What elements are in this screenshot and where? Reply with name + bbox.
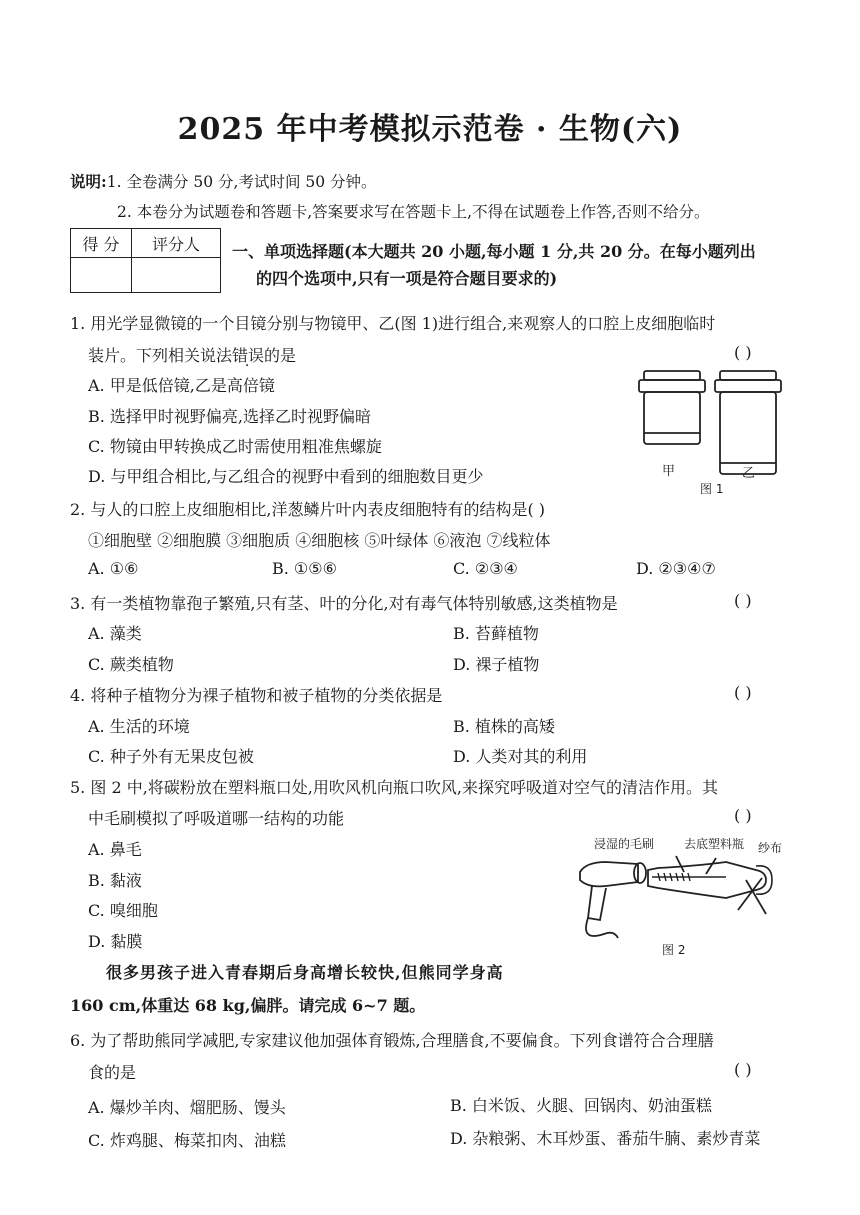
q3-option-c: C. 蕨类植物	[88, 655, 174, 674]
q6-option-c: C. 炸鸡腿、梅菜扣肉、油糕	[88, 1131, 286, 1150]
wet-brush	[652, 873, 726, 881]
q1-stem-emph: 错误	[232, 346, 265, 365]
figure-1-objective-lenses	[632, 365, 800, 500]
q6-stem-cont: 食的是	[88, 1063, 137, 1082]
q1-stem-post: 的是	[264, 346, 297, 365]
section1-heading: 一、单项选择题(本大题共 20 小题,每小题 1 分,共 20 分。在每小题列出	[232, 242, 756, 261]
fig2-label-bottle: 去底塑料瓶	[684, 837, 745, 851]
score-header: 得 分	[71, 229, 132, 258]
fig2-caption: 图 2	[662, 943, 686, 957]
q5-option-c: C. 嗅细胞	[88, 901, 158, 920]
q2-option-b: B. ①⑤⑥	[272, 559, 337, 578]
q1-option-b: B. 选择甲时视野偏亮,选择乙时视野偏暗	[88, 407, 372, 426]
q5-option-a: A. 鼻毛	[88, 840, 142, 859]
fig2-label-brush: 浸湿的毛刷	[594, 837, 655, 851]
score-box	[70, 228, 221, 293]
fig1-caption: 图 1	[700, 482, 724, 496]
instructions-line1	[70, 170, 377, 192]
q1-stem-cont	[88, 343, 296, 366]
q6-option-b: B. 白米饭、火腿、回锅肉、奶油蛋糕	[450, 1096, 712, 1115]
grader-cell	[132, 258, 221, 293]
q1-option-d: D. 与甲组合相比,与乙组合的视野中看到的细胞数目更少	[88, 467, 484, 486]
q2-option-d: D. ②③④⑦	[636, 559, 716, 578]
instructions-label: 说明:	[70, 172, 107, 191]
instructions-line2: 2. 本卷分为试题卷和答题卡,答案要求写在答题卡上,不得在试题卷上作答,否则不给分。	[117, 203, 710, 221]
q1-option-c: C. 物镜由甲转换成乙时需使用粗准焦螺旋	[88, 437, 382, 456]
q5-answer-paren: ( )	[734, 806, 752, 825]
q1-answer-paren: ( )	[734, 343, 752, 362]
plastic-bottle	[648, 856, 766, 914]
passage-line2: 160 cm,体重达 68 kg,偏胖。请完成 6~7 题。	[70, 996, 426, 1015]
instructions-text1: 1. 全卷满分 50 分,考试时间 50 分钟。	[106, 173, 377, 191]
score-cell	[71, 258, 132, 293]
section1-heading-cont: 的四个选项中,只有一项是符合题目要求的)	[256, 269, 558, 288]
q3-answer-paren: ( )	[734, 591, 752, 610]
q4-option-a: A. 生活的环境	[88, 717, 190, 736]
q6-answer-paren: ( )	[734, 1060, 752, 1079]
objective-yi	[715, 371, 781, 474]
grader-header: 评分人	[132, 229, 221, 258]
q4-option-c: C. 种子外有无果皮包被	[88, 747, 254, 766]
passage-line1: 很多男孩子进入青春期后身高增长较快,但熊同学身高	[106, 963, 504, 982]
q2-stem: 2. 与人的口腔上皮细胞相比,洋葱鳞片叶内表皮细胞特有的结构是( )	[70, 500, 546, 519]
q5-option-b: B. 黏液	[88, 871, 142, 890]
q2-items: ①细胞壁 ②细胞膜 ③细胞质 ④细胞核 ⑤叶绿体 ⑥液泡 ⑦线粒体	[88, 531, 551, 550]
q6-stem: 6. 为了帮助熊同学减肥,专家建议他加强体育锻炼,合理膳食,不要偏食。下列食谱符合合理膳	[70, 1031, 714, 1050]
figure-2-experiment	[566, 830, 796, 960]
q6-option-a: A. 爆炒羊肉、熘肥肠、馒头	[88, 1098, 286, 1117]
q4-stem: 4. 将种子植物分为裸子植物和被子植物的分类依据是	[70, 686, 443, 705]
fig1-label-jia: 甲	[662, 464, 676, 479]
q5-stem: 5. 图 2 中,将碳粉放在塑料瓶口处,用吹风机向瓶口吹风,来探究呼吸道对空气的清洁作用。其	[70, 778, 718, 797]
q1-stem: 1. 用光学显微镜的一个目镜分别与物镜甲、乙(图 1)进行组合,来观察人的口腔上皮细胞临时	[70, 314, 716, 333]
q4-answer-paren: ( )	[734, 683, 752, 702]
q2-option-a: A. ①⑥	[88, 559, 139, 578]
page-title: 2025 年中考模拟示范卷 · 生物(六)	[177, 112, 683, 147]
q3-stem: 3. 有一类植物靠孢子繁殖,只有茎、叶的分化,对有毒气体特别敏感,这类植物是	[70, 594, 618, 613]
q5-stem-cont: 中毛刷模拟了呼吸道哪一结构的功能	[88, 809, 345, 828]
q4-option-b: B. 植株的高矮	[453, 717, 555, 736]
q3-option-a: A. 藻类	[88, 624, 142, 643]
q3-option-b: B. 苔藓植物	[453, 624, 539, 643]
fig2-label-gauze: 纱布	[758, 841, 783, 855]
q6-option-d: D. 杂粮粥、木耳炒蛋、番茄牛腩、素炒青菜	[450, 1129, 761, 1148]
q1-option-a: A. 甲是低倍镜,乙是高倍镜	[88, 376, 275, 395]
hair-dryer	[580, 862, 646, 938]
q3-option-d: D. 裸子植物	[453, 655, 540, 674]
fig1-label-yi: 乙	[742, 466, 756, 481]
objective-jia	[639, 371, 705, 444]
q4-option-d: D. 人类对其的利用	[453, 747, 588, 766]
q2-option-c: C. ②③④	[453, 559, 518, 578]
q5-option-d: D. 黏膜	[88, 932, 143, 951]
q1-stem-pre: 装片。下列相关说法	[88, 346, 233, 365]
